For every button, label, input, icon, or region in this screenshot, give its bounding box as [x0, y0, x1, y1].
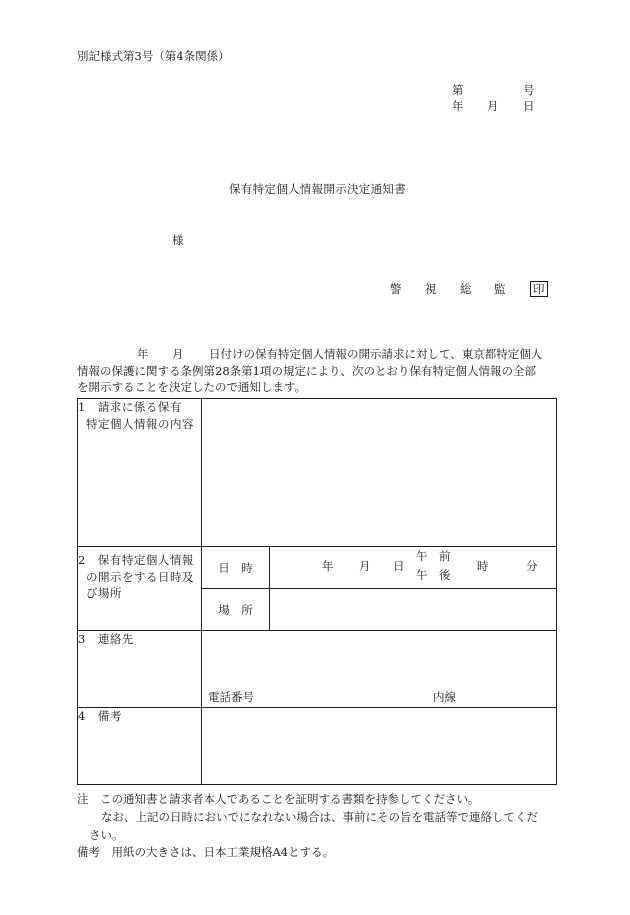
- datetime-label-line-3: び場所: [86, 586, 122, 601]
- datetime-label-line-2: の開示をする日時及: [86, 569, 194, 584]
- extension-label: 内線: [433, 690, 456, 704]
- doc-number-prefix: 第: [452, 83, 464, 97]
- note-2-line-2: さい。: [89, 827, 124, 842]
- seal-mark-text: 印: [530, 281, 548, 297]
- intro-line-3: を開示することを決定したので通知します。: [77, 380, 307, 394]
- datetime-minute: 分: [526, 559, 538, 573]
- remarks-value-cell[interactable]: [202, 708, 557, 785]
- intro-month: 月: [172, 347, 184, 361]
- datetime-hour: 時: [477, 559, 489, 573]
- form-reference: 別記様式第3号（第4条関係）: [77, 49, 230, 63]
- date-month: 月: [487, 99, 499, 113]
- date-day: 日: [523, 99, 535, 113]
- notes-section: [77, 791, 562, 862]
- issuer-title-char-1: 警: [390, 282, 402, 296]
- paper-size-remark: 備考 用紙の大きさは、日本工業規格A4とする。: [77, 845, 335, 860]
- issuer-title-char-4: 監: [494, 282, 506, 296]
- datetime-am: 午 前: [416, 549, 451, 563]
- place-label: 場 所: [202, 589, 270, 631]
- datetime-value-cell[interactable]: [270, 547, 557, 589]
- remarks-label: 4 備考: [78, 708, 202, 785]
- recipient-honorific: 様: [172, 233, 184, 247]
- content-label-cell: [78, 399, 202, 547]
- contact-value-cell[interactable]: [202, 631, 557, 708]
- issuer-title-char-3: 総: [460, 282, 472, 296]
- datetime-month: 月: [359, 559, 371, 573]
- datetime-label-line-1: 2 保有特定個人情報: [78, 553, 194, 567]
- document-title: 保有特定個人情報開示決定通知書: [229, 182, 406, 196]
- datetime-pm: 午 後: [416, 568, 451, 582]
- content-label-line-2: 特定個人情報の内容: [86, 416, 194, 431]
- doc-number-suffix: 号: [523, 83, 535, 97]
- table-row-remarks: [78, 708, 557, 785]
- place-value-cell[interactable]: [270, 589, 557, 631]
- content-label-line-1: 1 請求に係る保有: [78, 400, 182, 414]
- content-value-cell[interactable]: [202, 399, 557, 547]
- note-2-line-1: なお、上記の日時においでになれない場合は、事前にその旨を電話等で連絡してくだ: [101, 809, 538, 824]
- datetime-day: 日: [393, 559, 405, 573]
- datetime-label: 日 時: [202, 547, 270, 589]
- table-row-datetime: [78, 547, 557, 589]
- intro-line-2: 情報の保護に関する条例第28条第1項の規定により、次のとおり保有特定個人情報の全部: [77, 364, 536, 378]
- intro-line-1: 日付けの保有特定個人情報の開示請求に対して、東京都特定個人: [209, 347, 543, 361]
- issuer-title-char-2: 視: [425, 282, 437, 296]
- table-row-contact: [78, 631, 557, 708]
- contact-label: 3 連絡先: [78, 631, 202, 708]
- seal-mark: [526, 281, 548, 297]
- datetime-year: 年: [322, 559, 334, 573]
- phone-number-label: 電話番号: [208, 690, 254, 704]
- table-row-content: [78, 399, 557, 547]
- intro-year: 年: [137, 347, 149, 361]
- date-year: 年: [452, 99, 464, 113]
- disclosure-form-table: [77, 398, 557, 785]
- note-1: 注 この通知書と請求者本人であることを証明する書類を持参してください。: [77, 792, 480, 806]
- datetime-place-label-cell: [78, 547, 202, 631]
